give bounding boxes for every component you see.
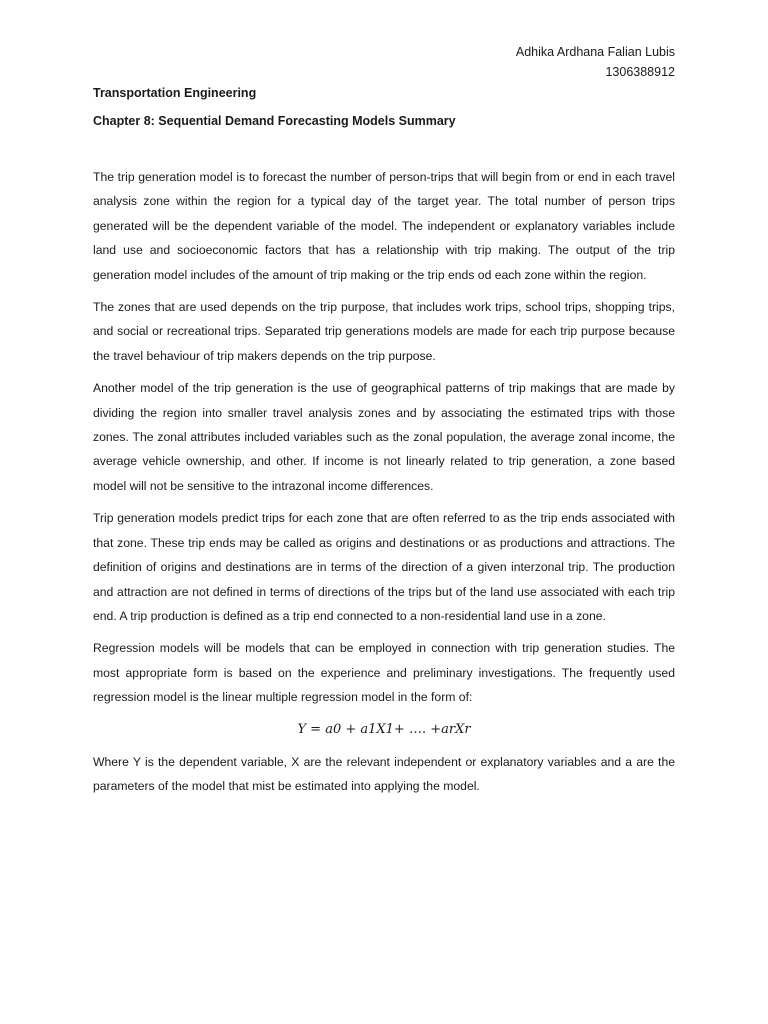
student-id: 1306388912	[605, 65, 675, 79]
chapter-title: Chapter 8: Sequential Demand Forecasting Models Summary	[93, 114, 456, 128]
regression-formula: Y = a0 + a1X1+ …. +arXr	[297, 721, 471, 737]
author-name: Adhika Ardhana Falian Lubis	[515, 45, 675, 59]
paragraph-geographical-patterns: Another model of the trip generation is the use of geographical patterns of trip makings that are made by dividing the region into smaller travel analysis zones and by associating the estimated trips with those zones. The zonal attributes included variables such as the zonal population, the average zonal income, the average vehicle ownership, and other. If income is not linearly related to trip generation, a zone based model will not be sensitive to the intrazonal income differences.	[93, 381, 675, 493]
course-title: Transportation Engineering	[93, 86, 257, 100]
paragraph-trip-ends: Trip generation models predict trips for each zone that are often referred to as the trip ends associated with that zone. These trip ends may be called as origins and destinations or as productions and attractions. The definition of origins and destinations are in terms of the direction of a given interzonal trip. The production and attraction are not defined in terms of directions of the trips but of the land use associated with each trip end. A trip production is defined as a trip end connected to a non-residential land use in a zone.	[93, 511, 675, 623]
paragraph-trip-generation: The trip generation model is to forecast the number of person-trips that will begin from or end in each travel analysis zone within the region for a typical day of the target year. The total number of person trips generated will be the dependent variable of the model. The independent or explanatory variables include land use and socioeconomic factors that has a relationship with trip making. The output of the trip generation model includes of the amount of trip making or the trip ends od each zone within the region.	[93, 170, 675, 282]
paragraph-regression-models: Regression models will be models that can be employed in connection with trip generation studies. The most appropriate form is based on the experience and preliminary investigations. The frequently used regression model is the linear multiple regression model in the form of:	[93, 641, 675, 705]
author-header	[516, 42, 675, 82]
paragraph-trip-purpose: The zones that are used depends on the trip purpose, that includes work trips, school trips, shopping trips, and social or recreational trips. Separated trip generations models are made for each trip purpose because the travel behaviour of trip makers depends on the trip purpose.	[93, 300, 675, 363]
paragraph-formula-definition: Where Y is the dependent variable, X are the relevant independent or explanatory variables and a are the parameters of the model that mist be estimated into applying the model.	[93, 754, 675, 794]
document-body	[93, 165, 675, 807]
